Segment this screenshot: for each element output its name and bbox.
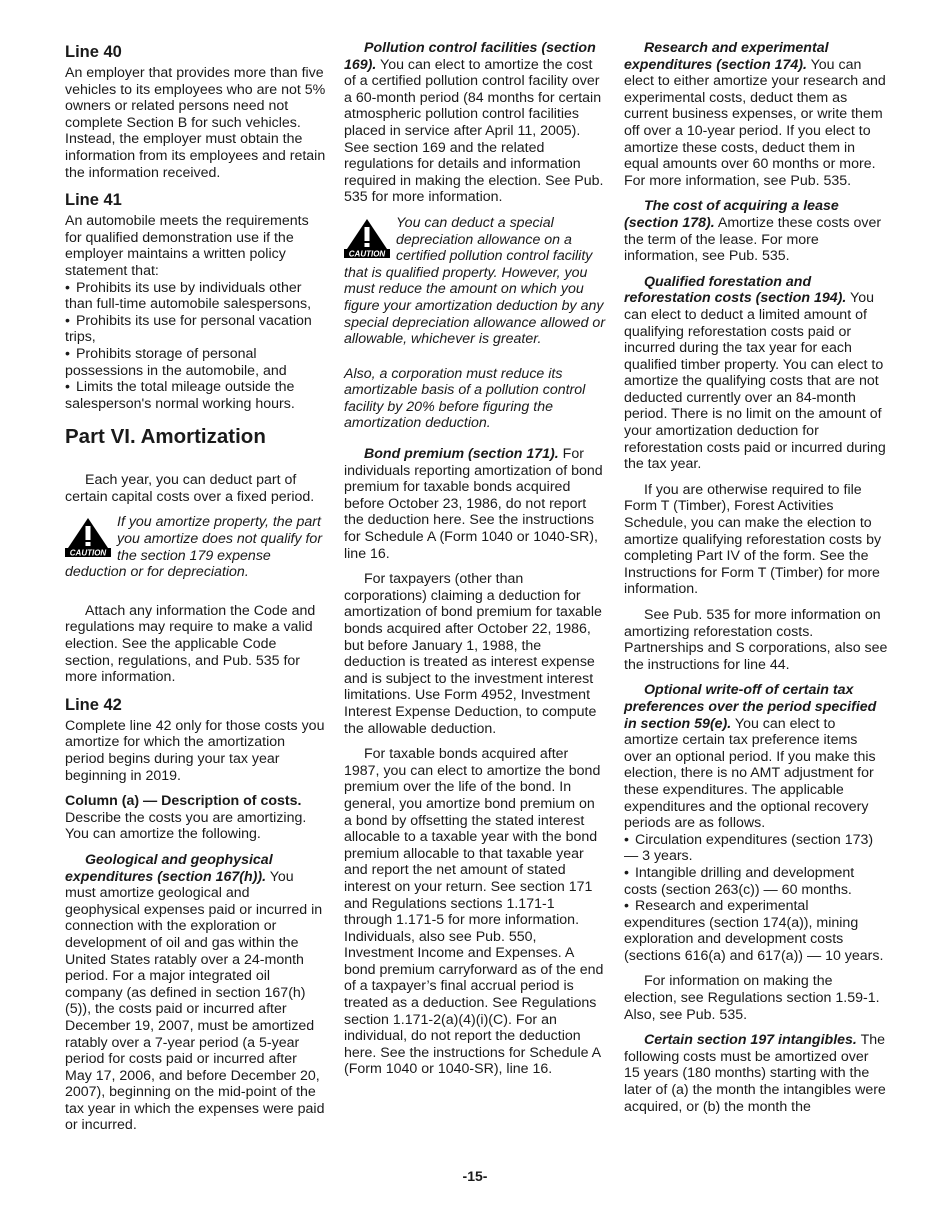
optional-writeoff-bullet-list — [624, 832, 888, 965]
list-item: • Prohibits storage of personal possessions in the automobile, and — [65, 346, 327, 379]
forestation-heading: Qualified forestation and reforestation costs (section 194). — [624, 273, 847, 307]
paragraph-section-197 — [624, 1032, 888, 1115]
paragraph-attach: Attach any information the Code and regulations may require to make a valid election. See the applicable Code section, regulations, and Pub. 535 for more information. — [65, 602, 316, 686]
column-a-text: Describe the costs you are amortizing. You can amortize the following. — [65, 809, 307, 843]
section-197-heading: Certain section 197 intangibles. — [644, 1032, 857, 1049]
column-a-heading: Column (a) — Description of costs. — [65, 793, 302, 810]
list-item: • Circulation expenditures (section 173) — 3 years. — [624, 832, 888, 865]
optional-writeoff-heading: Optional write-off of certain tax preferences over the period specified in section 59(e). — [624, 682, 877, 732]
paragraph-pollution — [344, 40, 606, 206]
page-number: -15- — [462, 1168, 488, 1184]
caution-text: You can deduct a special depreciation allowance on a certified pollution control facility that is qualified property. However, you must reduce the amount on which you figure your amortization deduction by any special depreciation allowance allowed or allowable, whichever is greater. — [344, 214, 606, 348]
caution-icon — [344, 218, 390, 258]
heading-line-41: Line 41 — [65, 191, 122, 210]
column-1 — [65, 40, 327, 1143]
list-item: • Research and experimental expenditures (section 174(a)), mining exploration and development costs (sections 616(a) and 617(a)) — 10 years. — [624, 898, 888, 964]
list-item: • Prohibits its use by individuals other than full-time automobile salespersons, — [65, 280, 327, 313]
caution-text: If you amortize property, the part you amortize does not qualify for the section 179 expense deduction or for depreciation. — [65, 514, 323, 581]
heading-line-40: Line 40 — [65, 43, 122, 61]
geological-heading: Geological and geophysical expenditures (section 167(h)). — [65, 851, 273, 885]
svg-text:CAUTION: CAUTION — [348, 249, 386, 258]
lease-text: Amortize these costs over the term of the lease. For more information, see Pub. 535. — [624, 214, 882, 265]
lease-heading: The cost of acquiring a lease (section 178). — [624, 198, 839, 231]
research-text: You can elect to either amortize your research and experimental costs, deduct them as current business expenses, or write them off over a 10-year period. If you elect to amortize these costs, deduct them in equal amounts over 60 months or more. For more information, see Pub. 535. — [624, 56, 886, 189]
list-item: • Intangible drilling and development costs (section 263(c)) — 60 months. — [624, 865, 888, 898]
geological-text: You must amortize geological and geophysical expenses paid or incurred in connection with the exploration or development of oil and gas within the United States ratably over a 24-month period. For a major integrated oil company (as defined in section 167(h)(5)), the costs paid or incurred after December 19, 2007, must be amortized ratably over a 7-year period (a 5-year period for costs paid or incurred after May 17, 2006, and before December 20, 2007), beginning on the mid-point of the tax year in which the expenses were paid or incurred. — [65, 868, 325, 1134]
paragraph-geological — [65, 852, 327, 1134]
paragraph-form-t: If you are otherwise required to file Form T (Timber), Forest Activities Schedule, you can make the election to amortize qualifying reforestation costs by completing Part IV of the form. See the Instructions for Form T (Timber) for more information. — [624, 481, 882, 598]
bond-premium-heading: Bond premium (section 171). — [364, 446, 559, 463]
caution-note — [65, 514, 327, 580]
paragraph-line-40: An employer that provides more than five vehicles to its employees who are not 5% owners or related persons need not complete Section B for such vehicles. Instead, the employer must obtain the information from its employees and retain the information received. — [65, 65, 326, 181]
paragraph-forestation — [624, 274, 888, 473]
list-item: • Limits the total mileage outside the salesperson's normal working hours. — [65, 379, 327, 412]
paragraph-pub-535: See Pub. 535 for more information on amortizing reforestation costs. Partnerships and S corporations, also see the instructions for line 44. — [624, 607, 888, 673]
research-heading: Research and experimental expenditures (section 174). — [624, 40, 829, 73]
svg-text:CAUTION: CAUTION — [69, 548, 107, 558]
column-3 — [624, 40, 888, 1124]
caution-note — [344, 215, 606, 348]
paragraph-column-a — [65, 793, 327, 843]
caution-icon — [65, 517, 111, 557]
paragraph-each-year: Each year, you can deduct part of certain capital costs over a fixed period. — [65, 472, 315, 505]
paragraph-taxpayers: For taxpayers (other than corporations) claiming a deduction for amortization of bond premium for taxable bonds acquired after October 22, 1986, but before January 1, 1988, the deduction is treated as interest expense and is subject to the investment interest limitations. Use Form 4952, Investment Interest Expense Deduction, to compute the allowable deduction. — [344, 571, 602, 737]
line-41-bullet-list — [65, 280, 327, 413]
heading-part-vi: Part VI. Amortization — [65, 425, 266, 449]
forestation-text: You can elect to deduct a limited amount of qualifying reforestation costs paid or incurred during the tax year for each qualified timber property. You can elect to amortize the qualifying costs that are not deducted currently over an 84-month period. There is no limit on the amount of your amortization deduction for reforestation costs paid or incurred during the tax year. — [624, 290, 886, 473]
paragraph-line-41: An automobile meets the requirements for qualified demonstration use if the employer maintains a written policy statement that: — [65, 213, 309, 279]
bond-premium-text: For individuals reporting amortization of bond premium for taxable bonds acquired before October 23, 1986, do not report the deduction here. See the instructions for Schedule A (Form 1040 or 1040-SR), line 16. — [344, 446, 603, 562]
heading-line-42: Line 42 — [65, 695, 122, 714]
paragraph-taxable-bonds: For taxable bonds acquired after 1987, you can elect to amortize the bond premium over the life of the bond. In general, you amortize bond premium on a bond by offsetting the stated interest allocable to a taxable year with the bond premium allocable to that taxable year and report the net amount of stated interest on your return. See section 171 and Regulations sections 1.171-1 through 1.171-5 for more information. Individuals, also see Pub. 550, Investment Income and Expenses. A bond premium carryforward as of the end of a taxpayer’s final accrual period is treated as a deduction. See Regulations section 1.171-2(a)(4)(i)(C). For an individual, do not report the deduction here. See the instructions for Schedule A (Form 1040 or 1040-SR), line 16. — [344, 746, 604, 1078]
paragraph-bond-premium — [344, 446, 606, 562]
caution-text-continued: Also, a corporation must reduce its amortizable basis of a pollution control facility by 20% before figuring the amortization deduction. — [344, 365, 586, 432]
paragraph-lease — [624, 198, 888, 264]
paragraph-election: For information on making the election, see Regulations section 1.59-1. Also, see Pub. 535. — [624, 973, 880, 1023]
section-197-text: The following costs must be amortized over 15 years (180 months) starting with the later of (a) the month the intangibles were acquired, or (b) the month the — [624, 1032, 886, 1115]
paragraph-research — [624, 40, 888, 189]
pollution-text: You can elect to amortize the cost of a certified pollution control facility over a 60-month period (84 months for certain atmospheric pollution control facilities placed in service after April 11, 2005). See section 169 and the related regulations for details and information required in making the election. See Pub. 535 for more information. — [344, 56, 604, 206]
pollution-heading: Pollution control facilities (section 169). — [344, 40, 596, 73]
column-2 — [344, 40, 606, 1087]
optional-writeoff-text: You can elect to amortize certain tax preference items over an optional period. If you make this election, there is no AMT adjustment for these expenditures. The applicable expenditures and the optional recovery periods are as follows. — [624, 715, 876, 832]
paragraph-line-42: Complete line 42 only for those costs you amortize for which the amortization period begins during your tax year beginning in 2019. — [65, 717, 325, 784]
list-item: • Prohibits its use for personal vacation trips, — [65, 313, 327, 346]
paragraph-optional-writeoff — [624, 682, 888, 831]
